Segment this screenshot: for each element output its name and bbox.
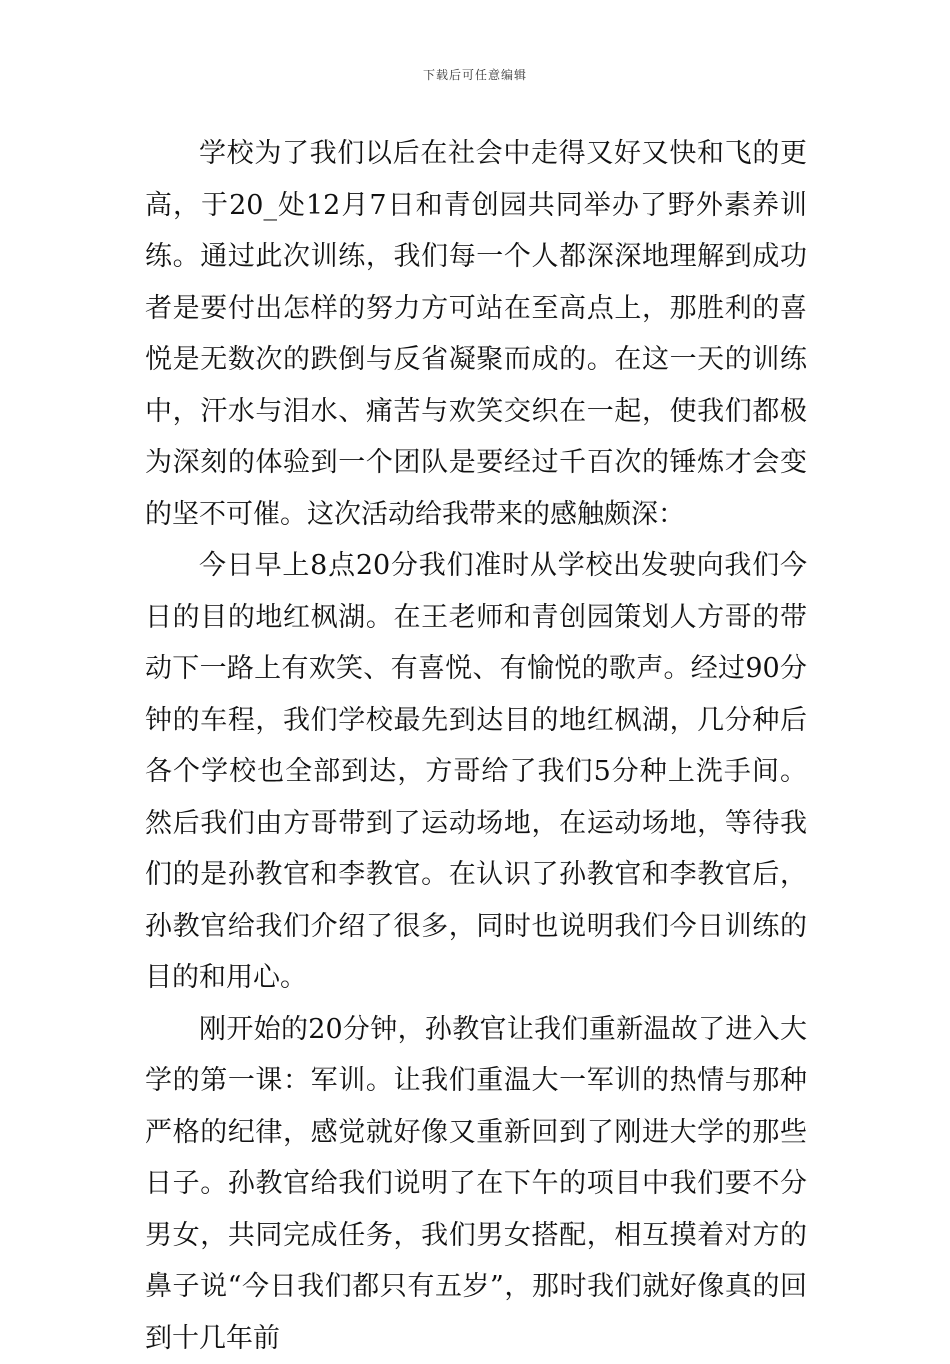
paragraph-3: 刚开始的20分钟，孙教官让我们重新温故了进入大学的第一课：军训。让我们重温大一军训的热情与那种严格的纪律，感觉就好像又重新回到了刚进大学的那些日子。孙教官给我们说明了在下午的项目中我们要不分男女，共同完成任务，我们男女搭配，相互摸着对方的鼻子说“今日我们都只有五岁”，那时我们就好像真的回到十几年前 <box>145 1004 807 1364</box>
document-body <box>145 128 807 1364</box>
paragraph-1: 学校为了我们以后在社会中走得又好又快和飞的更高，于20_处12月7日和青创园共同举办了野外素养训练。通过此次训练，我们每一个人都深深地理解到成功者是要付出怎样的努力方可站在至高点上，那胜利的喜悦是无数次的跌倒与反省凝聚而成的。在这一天的训练中，汗水与泪水、痛苦与欢笑交织在一起，使我们都极为深刻的体验到一个团队是要经过千百次的锤炼才会变的坚不可催。这次活动给我带来的感触颇深： <box>145 128 807 540</box>
page-header: 下载后可任意编辑 <box>0 66 950 83</box>
paragraph-2: 今日早上8点20分我们准时从学校出发驶向我们今日的目的地红枫湖。在王老师和青创园策划人方哥的带动下一路上有欢笑、有喜悦、有愉悦的歌声。经过90分钟的车程，我们学校最先到达目的地红枫湖，几分种后各个学校也全部到达，方哥给了我们5分种上洗手间。然后我们由方哥带到了运动场地，在运动场地，等待我们的是孙教官和李教官。在认识了孙教官和李教官后，孙教官给我们介绍了很多，同时也说明我们今日训练的目的和用心。 <box>145 540 807 1004</box>
